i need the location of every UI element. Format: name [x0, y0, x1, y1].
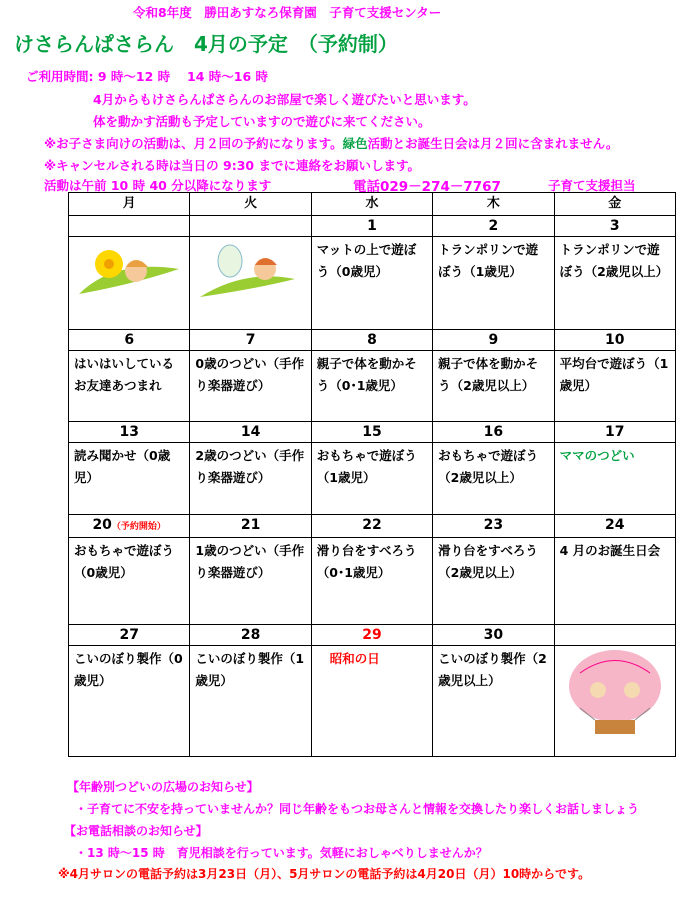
day-header: 金: [554, 193, 675, 216]
notice-text-2: ・13 時～15 時 育児相談を行っています。気軽におしゃべりしませんか？: [75, 846, 488, 860]
fairy-illustration: [190, 237, 311, 330]
event: おもちゃで遊ぼう（1歳児）: [311, 443, 432, 515]
date: 1: [311, 216, 432, 237]
event: こいのぼり製作（0歳児）: [69, 646, 190, 757]
day-header: 月: [69, 193, 190, 216]
event: マットの上で遊ぼう（0歳児）: [311, 237, 432, 330]
date-number: 20: [92, 517, 112, 533]
hours: ご利用時間: 9 時～12 時 14 時～16 時: [26, 69, 268, 84]
holiday: 昭和の日: [311, 646, 432, 757]
event: 滑り台をすべろう（2歳児以上）: [433, 538, 554, 625]
date: [554, 625, 675, 646]
event: トランポリンで遊ぼう（1歳児）: [433, 237, 554, 330]
event: 親子で体を動かそう（0･1歳児）: [311, 351, 432, 422]
event: 読み聞かせ（0歳児）: [69, 443, 190, 515]
start-time: 活動は午前 10 時 40 分以降になります: [44, 178, 272, 193]
reservation-start-label: （予約開始）: [111, 522, 166, 532]
day-header: 火: [190, 193, 311, 216]
event: 2歳のつどい（手作り楽器遊び）: [190, 443, 311, 515]
phone-reservation-note: ※4月サロンの電話予約は3月23日（月）、5月サロンの電話予約は4月20日（月）10時からです。: [58, 867, 591, 881]
event: 4 月のお誕生日会: [554, 538, 675, 625]
event-green: ママのつどい: [554, 443, 675, 515]
date: 24: [554, 515, 675, 538]
reservation-note: [44, 134, 618, 152]
note-green-word: 緑色: [342, 136, 368, 151]
balloon-illustration: [554, 646, 675, 757]
calendar: [68, 192, 676, 757]
event: 0歳のつどい（手作り楽器遊び）: [190, 351, 311, 422]
notice-text-1: ・子育てに不安を持っていませんか？同じ年齢をもつお母さんと情報を交換したり楽しくお話しましょう: [75, 802, 640, 816]
date: [69, 515, 190, 538]
notice-heading-2: 【お電話相談のお知らせ】: [64, 824, 208, 838]
date: 22: [311, 515, 432, 538]
intro-line-1: 4月からもけさらんぱさらんのお部屋で楽しく遊びたいと思います。: [93, 92, 476, 107]
intro-line-2: 体を動かす活動も予定していますので遊びに来てください。: [93, 114, 431, 129]
staff: 子育て支援担当: [548, 178, 636, 193]
date: 9: [433, 330, 554, 351]
event: トランポリンで遊ぼう（2歳児以上）: [554, 237, 675, 330]
date: 13: [69, 422, 190, 443]
day-header: 水: [311, 193, 432, 216]
date: 2: [433, 216, 554, 237]
notice-heading-1: 【年齢別つどいの広場のお知らせ】: [67, 780, 259, 794]
date: 30: [433, 625, 554, 646]
date: 15: [311, 422, 432, 443]
event: 1歳のつどい（手作り楽器遊び）: [190, 538, 311, 625]
date: 27: [69, 625, 190, 646]
page-title: けさらんぱさらん 4月の予定 （予約制）: [14, 32, 398, 56]
flower-illustration: [69, 237, 190, 330]
note-text: ※お子さま向けの活動は、月２回の予約になります。: [44, 136, 343, 151]
event: こいのぼり製作（1歳児）: [190, 646, 311, 757]
day-header: 木: [433, 193, 554, 216]
event: 平均台で遊ぼう（1歳児）: [554, 351, 675, 422]
date: 21: [190, 515, 311, 538]
event: 親子で体を動かそう（2歳児以上）: [433, 351, 554, 422]
event: はいはいしているお友達あつまれ: [69, 351, 190, 422]
date: [69, 216, 190, 237]
event: おもちゃで遊ぼう（0歳児）: [69, 538, 190, 625]
date: 10: [554, 330, 675, 351]
date: 3: [554, 216, 675, 237]
event: 滑り台をすべろう（0･1歳児）: [311, 538, 432, 625]
date: 16: [433, 422, 554, 443]
date: 7: [190, 330, 311, 351]
cancel-note: ※キャンセルされる時は当日の 9:30 までに連絡をお願いします。: [44, 158, 420, 173]
org-name: 令和8年度 勝田あすなろ保育園 子育て支援センター: [133, 5, 442, 20]
date: 14: [190, 422, 311, 443]
date: 23: [433, 515, 554, 538]
date-holiday: 29: [311, 625, 432, 646]
date: 6: [69, 330, 190, 351]
event: おもちゃで遊ぼう（2歳児以上）: [433, 443, 554, 515]
date: 8: [311, 330, 432, 351]
date: [190, 216, 311, 237]
date: 28: [190, 625, 311, 646]
phone: 電話029－274－7767: [353, 179, 501, 195]
date: 17: [554, 422, 675, 443]
note-text-2: 活動とお誕生日会は月２回に含まれません。: [367, 136, 619, 151]
event: こいのぼり製作（2歳児以上）: [433, 646, 554, 757]
